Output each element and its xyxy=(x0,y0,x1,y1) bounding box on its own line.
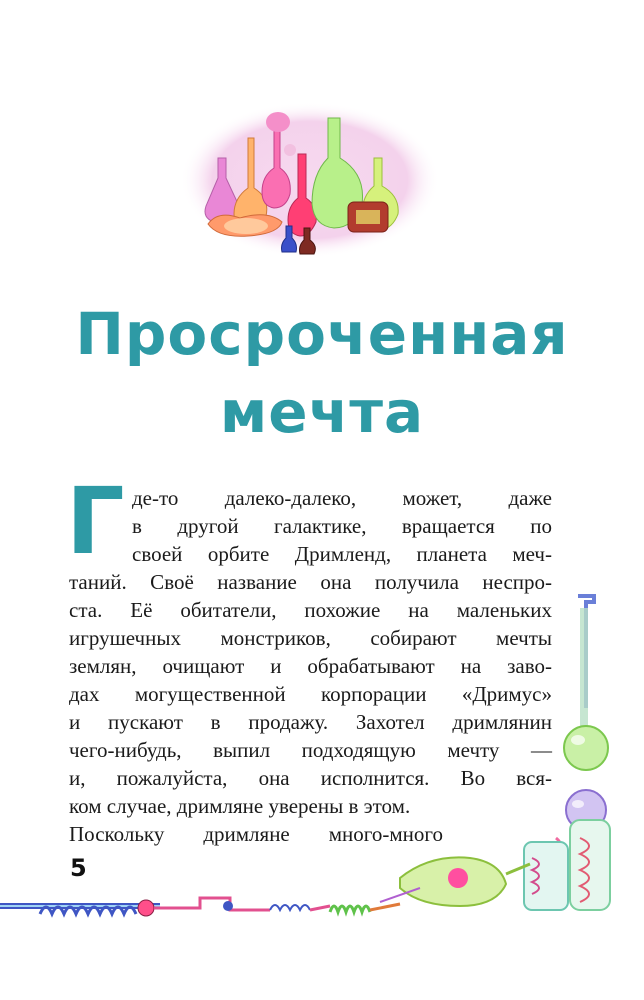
body-text-line: игрушечных монстриков, собирают мечты xyxy=(69,626,552,650)
body-text-line: в другой галактике, вращается по xyxy=(132,514,552,538)
chapter-title-line-2: мечта xyxy=(219,378,425,446)
body-text-line: и, пожалуйста, она исполнится. Во вся- xyxy=(69,766,552,790)
body-text-line: таний. Своё название она получила неспро- xyxy=(69,570,552,594)
body-text-line: чего-нибудь, выпил подходящую мечту — xyxy=(69,738,552,762)
page-number: 5 xyxy=(70,854,87,882)
body-text-line: де-то далеко-далеко, может, даже xyxy=(132,486,552,510)
potion-bottles-illustration xyxy=(178,98,442,262)
body-text-line: ком случае, дримляне уверены в этом. xyxy=(69,794,411,818)
drop-cap-letter: Г xyxy=(66,468,125,575)
chapter-title-line-1: Просроченная xyxy=(75,300,569,368)
body-text-line: землян, очищают и обрабатывают на заво- xyxy=(69,654,552,678)
body-text-line: и пускают в продажу. Захотел дримлянин xyxy=(69,710,552,734)
body-text-line: дах могущественной корпорации «Дримус» xyxy=(69,682,552,706)
body-text-line: Поскольку дримляне много-много xyxy=(69,822,443,846)
lab-glassware-border xyxy=(0,588,644,968)
body-text-line: своей орбите Дримленд, планета меч- xyxy=(132,542,552,566)
body-text-line: ста. Её обитатели, похожие на маленьких xyxy=(69,598,552,622)
